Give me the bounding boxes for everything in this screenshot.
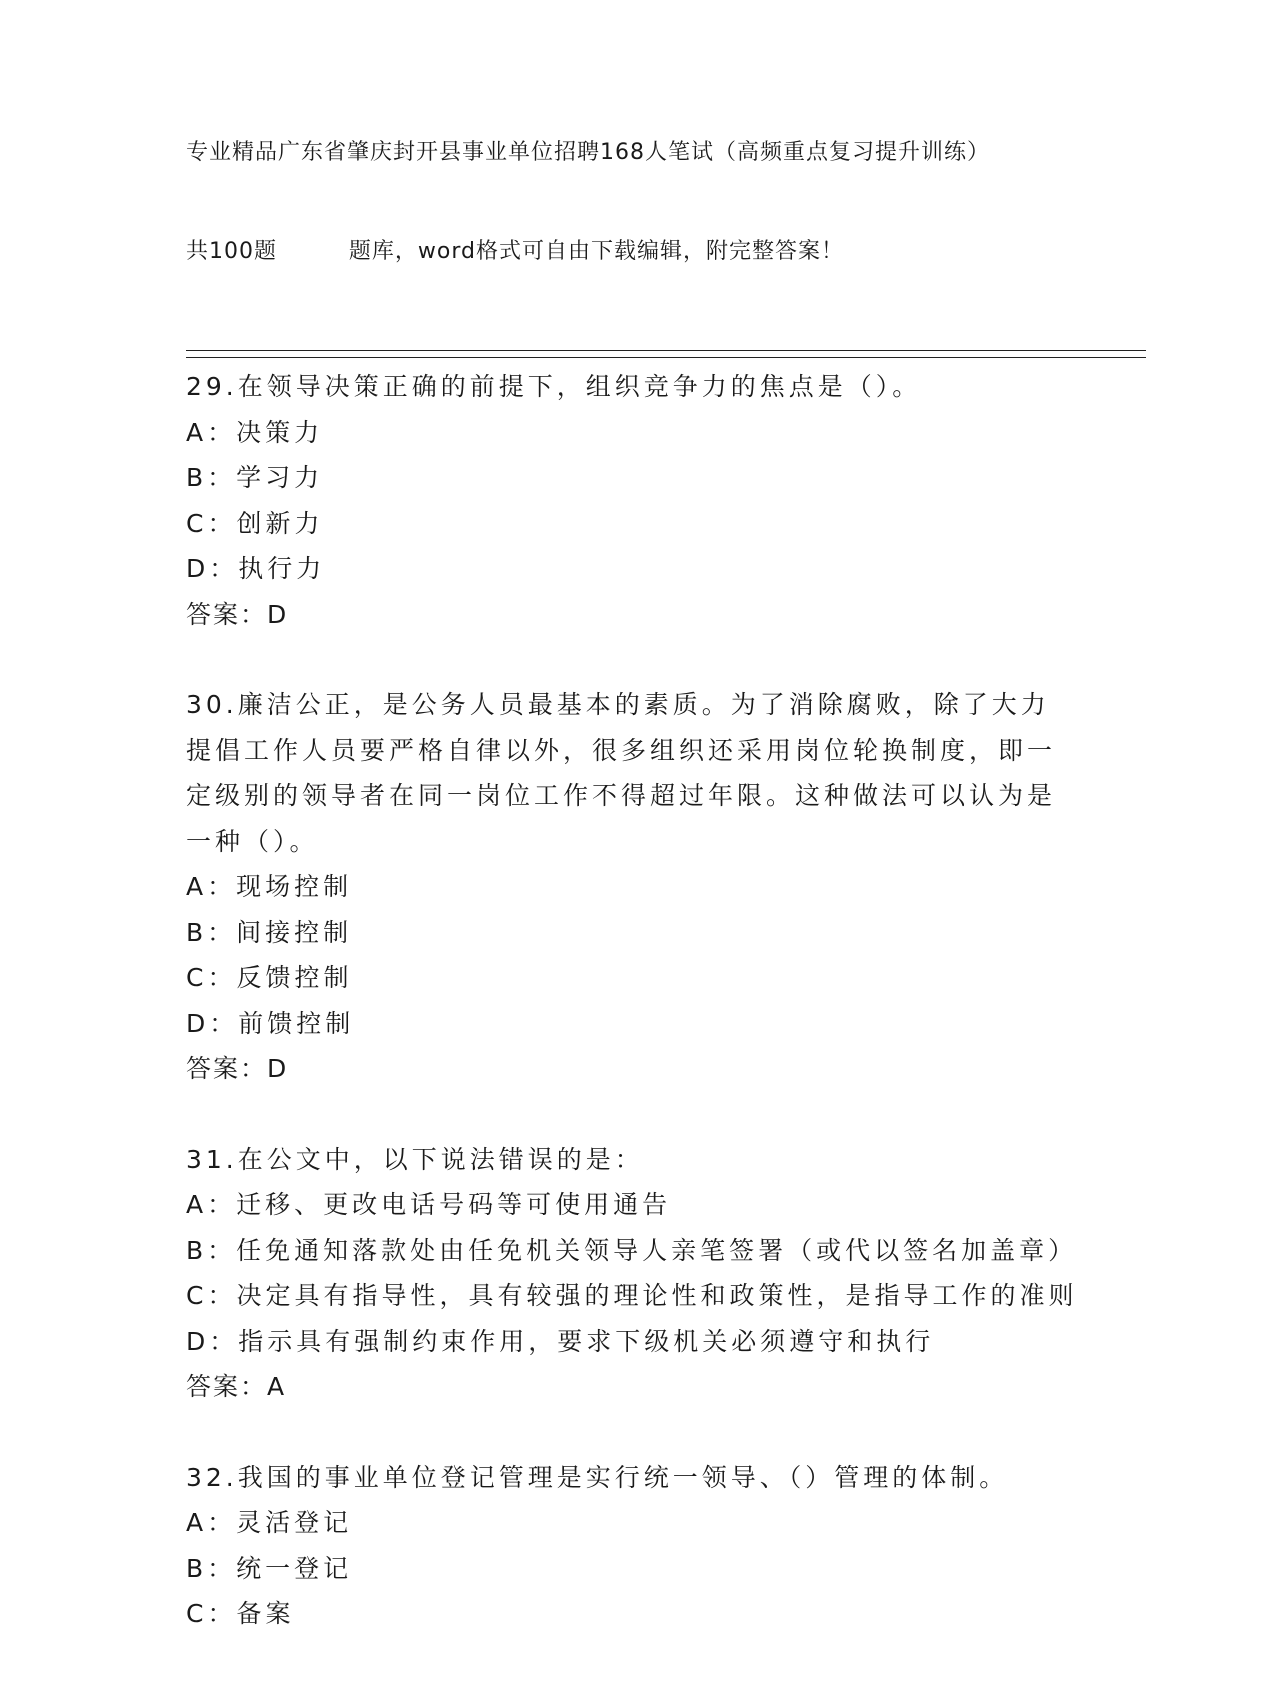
option-b: B：间接控制	[186, 917, 353, 947]
option-c: C：反馈控制	[186, 963, 353, 992]
option-d: D：执行力	[186, 554, 326, 583]
option-a: A：灵活登记	[186, 1508, 353, 1537]
question-stem: 30.廉洁公正，是公务人员最基本的素质。为了消除腐败，除了大力提倡工作人员要严格自律以外，很多组织还采用岗位轮换制度，即一定级别的领导者在同一岗位工作不得超过年限。这种做法可以认为是一种（）。	[186, 690, 1057, 856]
answer-line: 答案：D	[186, 599, 289, 629]
option-b: B：任免通知落款处由任免机关领导人亲笔签署（或代以签名加盖章）	[186, 1235, 1078, 1265]
option-a: A：决策力	[186, 417, 324, 447]
question-stem: 29.在领导决策正确的前提下，组织竞争力的焦点是（）。	[186, 372, 922, 401]
question-32	[186, 1455, 1146, 1637]
option-c: C：创新力	[186, 508, 324, 538]
option-b: B：学习力	[186, 463, 324, 492]
header-title-line: 专业精品广东省肇庆封开县事业单位招聘168人笔试（高频重点复习提升训练）	[186, 140, 990, 165]
document-page	[186, 70, 1146, 1682]
option-a: A：迁移、更改电话号码等可使用通告	[186, 1190, 672, 1219]
answer-line: 答案：A	[186, 1372, 287, 1401]
option-d: D：前馈控制	[186, 1008, 355, 1038]
option-c: C：决定具有指导性，具有较强的理论性和政策性，是指导工作的准则	[186, 1281, 1078, 1310]
option-d: D：指示具有强制约束作用，要求下级机关必须遵守和执行	[186, 1326, 935, 1356]
question-list	[186, 364, 1146, 1637]
question-29	[186, 364, 1146, 637]
question-stem: 32.我国的事业单位登记管理是实行统一领导、（）管理的体制。	[186, 1462, 1009, 1492]
question-31	[186, 1137, 1146, 1410]
answer-line: 答案：D	[186, 1054, 289, 1083]
document-header	[186, 70, 1146, 334]
question-stem: 31.在公文中，以下说法错误的是：	[186, 1144, 644, 1174]
header-subtitle-line: 共100题 题库，word格式可自由下载编辑，附完整答案！	[186, 239, 845, 264]
header-double-rule	[186, 350, 1146, 358]
option-c: C：备案	[186, 1599, 295, 1628]
option-b: B：统一登记	[186, 1553, 353, 1583]
question-30	[186, 682, 1146, 1092]
option-a: A：现场控制	[186, 872, 353, 901]
